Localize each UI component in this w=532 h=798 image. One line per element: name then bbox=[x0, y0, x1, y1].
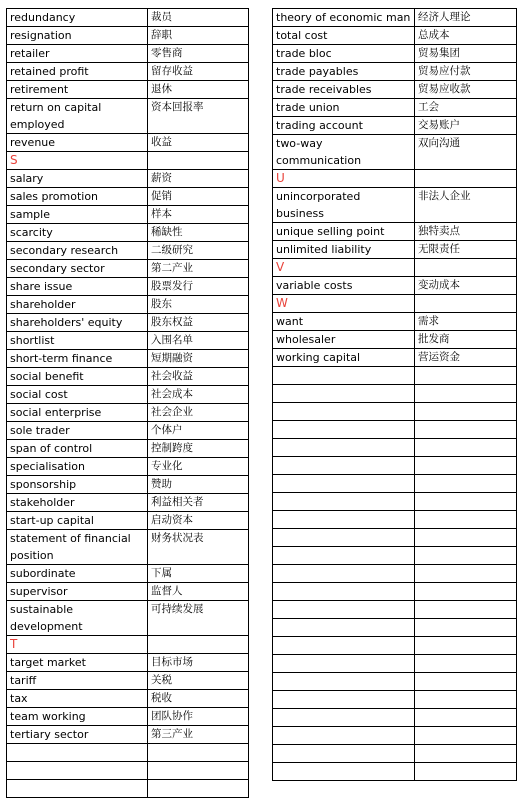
term-chinese: 财务状况表 bbox=[148, 530, 249, 565]
letter-heading: U bbox=[273, 170, 415, 188]
empty-term-cell bbox=[7, 744, 148, 762]
term-english: retailer bbox=[7, 45, 148, 63]
empty-translation-cell bbox=[415, 763, 517, 781]
term-chinese: 辞职 bbox=[148, 27, 249, 45]
term-chinese: 双向沟通 bbox=[415, 135, 517, 170]
empty-row bbox=[273, 691, 517, 709]
empty-row bbox=[273, 385, 517, 403]
glossary-row bbox=[273, 277, 517, 295]
letter-heading-row bbox=[7, 636, 249, 654]
empty-row bbox=[273, 601, 517, 619]
letter-heading: W bbox=[273, 295, 415, 313]
term-english: salary bbox=[7, 170, 148, 188]
empty-term-cell bbox=[273, 637, 415, 655]
empty-translation-cell bbox=[415, 601, 517, 619]
glossary-row bbox=[273, 241, 517, 259]
empty-row bbox=[7, 780, 249, 798]
empty-row bbox=[273, 493, 517, 511]
glossary-row bbox=[7, 134, 249, 152]
letter-heading-spacer bbox=[148, 152, 249, 170]
empty-term-cell bbox=[273, 367, 415, 385]
empty-term-cell bbox=[273, 511, 415, 529]
empty-row bbox=[273, 745, 517, 763]
letter-heading-spacer bbox=[415, 259, 517, 277]
term-chinese: 无限责任 bbox=[415, 241, 517, 259]
glossary-row bbox=[7, 45, 249, 63]
letter-heading-row bbox=[7, 152, 249, 170]
term-chinese: 税收 bbox=[148, 690, 249, 708]
empty-term-cell bbox=[273, 385, 415, 403]
letter-heading-spacer bbox=[415, 170, 517, 188]
glossary-row bbox=[7, 350, 249, 368]
glossary-row bbox=[7, 296, 249, 314]
empty-row bbox=[273, 403, 517, 421]
glossary-row bbox=[7, 458, 249, 476]
empty-row bbox=[273, 367, 517, 385]
empty-term-cell bbox=[273, 565, 415, 583]
term-chinese: 监督人 bbox=[148, 583, 249, 601]
glossary-row bbox=[7, 278, 249, 296]
term-chinese: 总成本 bbox=[415, 27, 517, 45]
term-english: unlimited liability bbox=[273, 241, 415, 259]
empty-term-cell bbox=[273, 529, 415, 547]
empty-translation-cell bbox=[415, 421, 517, 439]
empty-row bbox=[7, 744, 249, 762]
term-english: secondary sector bbox=[7, 260, 148, 278]
glossary-row bbox=[7, 386, 249, 404]
term-chinese: 社会企业 bbox=[148, 404, 249, 422]
term-chinese: 资本回报率 bbox=[148, 99, 249, 134]
term-english: variable costs bbox=[273, 277, 415, 295]
glossary-row bbox=[7, 404, 249, 422]
term-english: retained profit bbox=[7, 63, 148, 81]
empty-row bbox=[273, 637, 517, 655]
glossary-row bbox=[7, 476, 249, 494]
glossary-row bbox=[273, 331, 517, 349]
empty-row bbox=[273, 547, 517, 565]
term-english: tariff bbox=[7, 672, 148, 690]
glossary-row bbox=[7, 260, 249, 278]
empty-term-cell bbox=[7, 780, 148, 798]
glossary-row bbox=[7, 242, 249, 260]
term-chinese: 第三产业 bbox=[148, 726, 249, 744]
term-chinese: 样本 bbox=[148, 206, 249, 224]
term-english: social benefit bbox=[7, 368, 148, 386]
term-english: trade payables bbox=[273, 63, 415, 81]
glossary-row bbox=[7, 314, 249, 332]
empty-row bbox=[273, 439, 517, 457]
empty-term-cell bbox=[7, 762, 148, 780]
glossary-row bbox=[7, 601, 249, 636]
empty-translation-cell bbox=[415, 403, 517, 421]
term-english: social cost bbox=[7, 386, 148, 404]
term-english: total cost bbox=[273, 27, 415, 45]
empty-row bbox=[273, 655, 517, 673]
glossary-row bbox=[7, 170, 249, 188]
empty-row bbox=[273, 565, 517, 583]
term-english bbox=[7, 601, 148, 636]
glossary-row bbox=[273, 117, 517, 135]
term-english: tax bbox=[7, 690, 148, 708]
term-english: scarcity bbox=[7, 224, 148, 242]
term-english-line: sustainable bbox=[10, 603, 74, 616]
term-english-line: position bbox=[10, 549, 54, 562]
term-english: wholesaler bbox=[273, 331, 415, 349]
term-chinese: 二级研究 bbox=[148, 242, 249, 260]
term-english: theory of economic man bbox=[273, 9, 415, 27]
glossary-row bbox=[273, 188, 517, 223]
term-chinese: 入围名单 bbox=[148, 332, 249, 350]
glossary-row bbox=[7, 512, 249, 530]
empty-row bbox=[273, 511, 517, 529]
empty-row bbox=[273, 475, 517, 493]
empty-term-cell bbox=[273, 745, 415, 763]
glossary-row bbox=[7, 530, 249, 565]
empty-translation-cell bbox=[415, 565, 517, 583]
empty-translation-cell bbox=[415, 691, 517, 709]
term-english-line: business bbox=[276, 207, 324, 220]
empty-translation-cell bbox=[415, 745, 517, 763]
term-english: working capital bbox=[273, 349, 415, 367]
empty-translation-cell bbox=[415, 529, 517, 547]
glossary-row bbox=[7, 422, 249, 440]
term-chinese: 裁员 bbox=[148, 9, 249, 27]
glossary-row bbox=[7, 206, 249, 224]
glossary-row bbox=[7, 440, 249, 458]
empty-term-cell bbox=[273, 475, 415, 493]
empty-translation-cell bbox=[415, 511, 517, 529]
term-chinese: 个体户 bbox=[148, 422, 249, 440]
term-chinese: 退休 bbox=[148, 81, 249, 99]
term-english: want bbox=[273, 313, 415, 331]
term-english: specialisation bbox=[7, 458, 148, 476]
term-chinese: 关税 bbox=[148, 672, 249, 690]
glossary-row bbox=[273, 313, 517, 331]
term-chinese: 交易账户 bbox=[415, 117, 517, 135]
empty-term-cell bbox=[273, 439, 415, 457]
empty-row bbox=[273, 583, 517, 601]
term-chinese: 控制跨度 bbox=[148, 440, 249, 458]
empty-row bbox=[7, 762, 249, 780]
empty-term-cell bbox=[273, 691, 415, 709]
empty-row bbox=[273, 421, 517, 439]
term-english: shortlist bbox=[7, 332, 148, 350]
letter-heading-row bbox=[273, 259, 517, 277]
glossary-row bbox=[273, 27, 517, 45]
term-chinese: 贸易集团 bbox=[415, 45, 517, 63]
term-chinese: 促销 bbox=[148, 188, 249, 206]
empty-term-cell bbox=[273, 403, 415, 421]
term-chinese: 团队协作 bbox=[148, 708, 249, 726]
glossary-row bbox=[7, 708, 249, 726]
term-english: shareholder bbox=[7, 296, 148, 314]
empty-row bbox=[273, 529, 517, 547]
term-english: two-way communication bbox=[273, 135, 415, 170]
empty-term-cell bbox=[273, 493, 415, 511]
glossary-row bbox=[273, 223, 517, 241]
empty-translation-cell bbox=[415, 385, 517, 403]
glossary-row bbox=[273, 45, 517, 63]
glossary-row bbox=[273, 349, 517, 367]
term-english: trade receivables bbox=[273, 81, 415, 99]
empty-term-cell bbox=[273, 547, 415, 565]
glossary-table-left bbox=[6, 8, 249, 798]
glossary-row bbox=[7, 690, 249, 708]
term-english: sales promotion bbox=[7, 188, 148, 206]
letter-heading: V bbox=[273, 259, 415, 277]
empty-translation-cell bbox=[415, 439, 517, 457]
empty-row bbox=[273, 709, 517, 727]
glossary-row bbox=[273, 135, 517, 170]
term-english: resignation bbox=[7, 27, 148, 45]
glossary-row bbox=[7, 81, 249, 99]
term-english: trade bloc bbox=[273, 45, 415, 63]
glossary-row bbox=[7, 188, 249, 206]
term-english: tertiary sector bbox=[7, 726, 148, 744]
term-chinese: 变动成本 bbox=[415, 277, 517, 295]
term-english: start-up capital bbox=[7, 512, 148, 530]
empty-translation-cell bbox=[148, 780, 249, 798]
term-chinese: 批发商 bbox=[415, 331, 517, 349]
letter-heading: S bbox=[7, 152, 148, 170]
term-chinese: 目标市场 bbox=[148, 654, 249, 672]
glossary-row bbox=[7, 654, 249, 672]
term-chinese: 稀缺性 bbox=[148, 224, 249, 242]
term-english bbox=[7, 530, 148, 565]
term-english: revenue bbox=[7, 134, 148, 152]
letter-heading-spacer bbox=[148, 636, 249, 654]
empty-translation-cell bbox=[415, 457, 517, 475]
term-english-line: development bbox=[10, 620, 83, 633]
glossary-row bbox=[273, 99, 517, 117]
empty-translation-cell bbox=[415, 637, 517, 655]
term-chinese: 营运资金 bbox=[415, 349, 517, 367]
letter-heading-row bbox=[273, 295, 517, 313]
term-chinese: 经济人理论 bbox=[415, 9, 517, 27]
term-chinese: 社会成本 bbox=[148, 386, 249, 404]
glossary-row bbox=[7, 565, 249, 583]
empty-term-cell bbox=[273, 709, 415, 727]
empty-translation-cell bbox=[148, 744, 249, 762]
term-english: supervisor bbox=[7, 583, 148, 601]
empty-row bbox=[273, 727, 517, 745]
letter-heading-row bbox=[273, 170, 517, 188]
empty-term-cell bbox=[273, 673, 415, 691]
term-english: sole trader bbox=[7, 422, 148, 440]
empty-translation-cell bbox=[415, 367, 517, 385]
term-chinese: 第二产业 bbox=[148, 260, 249, 278]
term-english-line: unincorporated bbox=[276, 190, 361, 203]
term-chinese: 贸易应收款 bbox=[415, 81, 517, 99]
term-english-line: employed bbox=[10, 118, 65, 131]
empty-term-cell bbox=[273, 763, 415, 781]
term-chinese: 启动资本 bbox=[148, 512, 249, 530]
term-chinese: 利益相关者 bbox=[148, 494, 249, 512]
term-english: sample bbox=[7, 206, 148, 224]
term-english-line: statement of financial bbox=[10, 532, 131, 545]
term-chinese: 收益 bbox=[148, 134, 249, 152]
term-english: stakeholder bbox=[7, 494, 148, 512]
empty-translation-cell bbox=[415, 709, 517, 727]
term-english bbox=[7, 99, 148, 134]
term-english: secondary research bbox=[7, 242, 148, 260]
term-english: trade union bbox=[273, 99, 415, 117]
glossary-row bbox=[7, 726, 249, 744]
empty-row bbox=[273, 673, 517, 691]
empty-translation-cell bbox=[415, 673, 517, 691]
empty-term-cell bbox=[273, 601, 415, 619]
term-english: share issue bbox=[7, 278, 148, 296]
glossary-row bbox=[7, 224, 249, 242]
glossary-row bbox=[7, 494, 249, 512]
term-chinese: 可持续发展 bbox=[148, 601, 249, 636]
glossary-row bbox=[7, 332, 249, 350]
term-chinese: 贸易应付款 bbox=[415, 63, 517, 81]
empty-term-cell bbox=[273, 655, 415, 673]
empty-term-cell bbox=[273, 619, 415, 637]
term-english: span of control bbox=[7, 440, 148, 458]
empty-row bbox=[273, 763, 517, 781]
empty-translation-cell bbox=[415, 583, 517, 601]
term-chinese: 短期融资 bbox=[148, 350, 249, 368]
glossary-row bbox=[7, 27, 249, 45]
term-chinese: 薪资 bbox=[148, 170, 249, 188]
empty-translation-cell bbox=[415, 727, 517, 745]
empty-row bbox=[273, 619, 517, 637]
term-chinese: 零售商 bbox=[148, 45, 249, 63]
term-chinese: 股东权益 bbox=[148, 314, 249, 332]
empty-term-cell bbox=[273, 421, 415, 439]
term-english: redundancy bbox=[7, 9, 148, 27]
empty-translation-cell bbox=[415, 493, 517, 511]
term-english: shareholders' equity bbox=[7, 314, 148, 332]
letter-heading-spacer bbox=[415, 295, 517, 313]
empty-term-cell bbox=[273, 583, 415, 601]
glossary-row bbox=[7, 99, 249, 134]
empty-translation-cell bbox=[415, 655, 517, 673]
term-chinese: 留存收益 bbox=[148, 63, 249, 81]
glossary-row bbox=[7, 9, 249, 27]
glossary-row bbox=[7, 583, 249, 601]
term-english: short-term finance bbox=[7, 350, 148, 368]
term-chinese: 下属 bbox=[148, 565, 249, 583]
term-english: sponsorship bbox=[7, 476, 148, 494]
term-chinese: 股东 bbox=[148, 296, 249, 314]
term-english: target market bbox=[7, 654, 148, 672]
term-chinese: 需求 bbox=[415, 313, 517, 331]
glossary-row bbox=[7, 672, 249, 690]
term-english bbox=[273, 188, 415, 223]
term-english: unique selling point bbox=[273, 223, 415, 241]
empty-translation-cell bbox=[415, 547, 517, 565]
term-chinese: 非法人企业 bbox=[415, 188, 517, 223]
glossary-row bbox=[7, 368, 249, 386]
term-chinese: 独特卖点 bbox=[415, 223, 517, 241]
empty-translation-cell bbox=[415, 475, 517, 493]
glossary-row bbox=[273, 81, 517, 99]
empty-row bbox=[273, 457, 517, 475]
glossary-row bbox=[273, 63, 517, 81]
term-chinese: 赞助 bbox=[148, 476, 249, 494]
glossary-table-right bbox=[272, 8, 517, 781]
glossary-row bbox=[273, 9, 517, 27]
empty-translation-cell bbox=[415, 619, 517, 637]
term-chinese: 工会 bbox=[415, 99, 517, 117]
term-chinese: 股票发行 bbox=[148, 278, 249, 296]
term-english: social enterprise bbox=[7, 404, 148, 422]
term-english: subordinate bbox=[7, 565, 148, 583]
glossary-row bbox=[7, 63, 249, 81]
empty-term-cell bbox=[273, 727, 415, 745]
term-english: team working bbox=[7, 708, 148, 726]
empty-term-cell bbox=[273, 457, 415, 475]
term-english-line: return on capital bbox=[10, 101, 102, 114]
empty-translation-cell bbox=[148, 762, 249, 780]
term-chinese: 社会收益 bbox=[148, 368, 249, 386]
term-english: retirement bbox=[7, 81, 148, 99]
letter-heading: T bbox=[7, 636, 148, 654]
term-chinese: 专业化 bbox=[148, 458, 249, 476]
term-english: trading account bbox=[273, 117, 415, 135]
